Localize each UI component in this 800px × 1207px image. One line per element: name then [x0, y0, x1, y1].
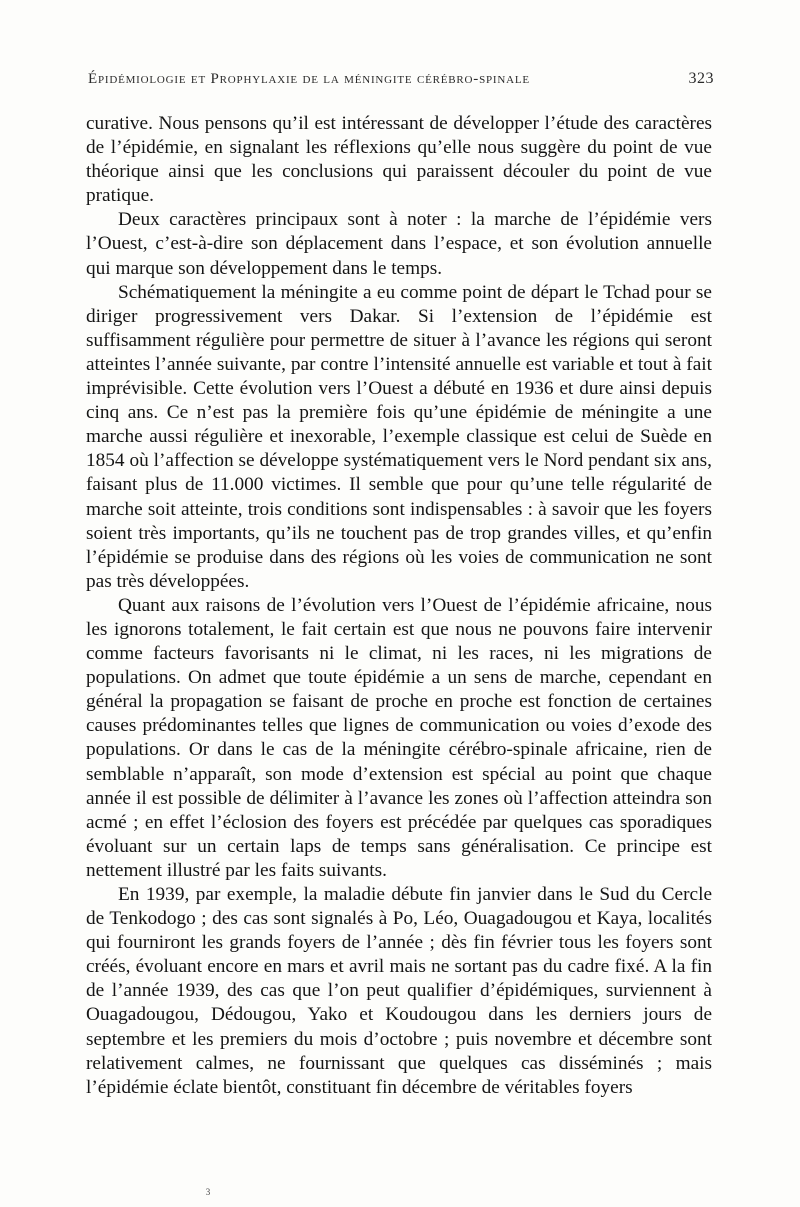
paragraph-3: Schématiquement la méningite a eu comme point de départ le Tchad pour se diriger progressivement vers Dakar. Si l’extension de l’épidémie est suffisamment régulière pour permettre de situer à l’avance les régions qui seront atteintes l’année suivante, par contre l’intensité annuelle est variable et tout à fait imprévisible. Cette évolution vers l’Ouest a débuté en 1936 et dure ainsi depuis cinq ans. Ce n’est pas la première fois qu’une épidémie de méningite a une marche aussi régulière et inexorable, l’exemple classique est celui de Suède en 1854 où l’affection se développe systématiquement vers le Nord pendant six ans, faisant plus de 11.000 victimes. Il semble que pour qu’une telle régularité de marche soit atteinte, trois conditions sont indispensables : à savoir que les foyers soient très importants, qu’ils ne touchent pas de trop grandes villes, et qu’enfin l’épidémie se produise dans des régions où les voies de communication ne sont pas très développées.	[86, 281, 712, 592]
paragraph-5: En 1939, par exemple, la maladie débute fin janvier dans le Sud du Cercle de Tenkodogo ; des cas sont signalés à Po, Léo, Ouagadougou et Kaya, localités qui fourniront les grands foyers de l’année ; dès fin février tous les foyers sont créés, évoluant encore en mars et avril mais ne sortant pas du cadre fixé. A la fin de l’année 1939, des cas que l’on peut qualifier d’épidémiques, surviennent à Ouagadougou, Dédougou, Yako et Koudougou dans les derniers jours de septembre et les premiers du mois d’octobre ; puis novembre et décembre sont relativement calmes, ne fournissant que quelques cas disséminés ; mais l’épidémie éclate bientôt, constituant fin décembre de véritables foyers	[86, 884, 712, 1098]
paragraph-2: Deux caractères principaux sont à noter : la marche de l’épidémie vers l’Ouest, c’est-à-dire son déplacement dans l’espace, et son évolution annuelle qui marque son développement dans le temps.	[86, 209, 712, 279]
paragraph-1: curative. Nous pensons qu’il est intéressant de développer l’étude des caractères de l’épidémie, en signalant les réflexions qu’elle nous suggère du point de vue théorique ainsi que les conclusions qui paraissent découler du point de vue pratique.	[86, 113, 712, 207]
paragraph-4: Quant aux raisons de l’évolution vers l’Ouest de l’épidémie africaine, nous les ignorons totalement, le fait certain est que nous ne pouvons faire intervenir comme facteurs favorisants ni le climat, ni les races, ni les migrations de populations. On admet que toute épidémie a un sens de marche, cependant en général la propagation se faisant de proche en proche est fonction de certaines causes prédominantes telles que lignes de communication ou voies d’exode des populations. Or dans le cas de la méningite cérébro-spinale africaine, rien de semblable n’apparaît, son mode d’extension est spécial au point que chaque année il est possible de délimiter à l’avance les zones où l’affection atteindra son acmé ; en effet l’éclosion des foyers est précédée par quelques cas sporadiques évoluant sur un certain laps de temps sans généralisation. Ce principe est nettement illustré par les faits suivants.	[86, 594, 712, 881]
running-header-title: Épidémiologie et Prophylaxie de la méningite cérébro-spinale	[88, 71, 530, 87]
running-header	[88, 70, 714, 94]
body-text	[86, 112, 712, 1100]
printer-mark: 3	[205, 1187, 211, 1197]
page-number: 323	[688, 70, 714, 87]
